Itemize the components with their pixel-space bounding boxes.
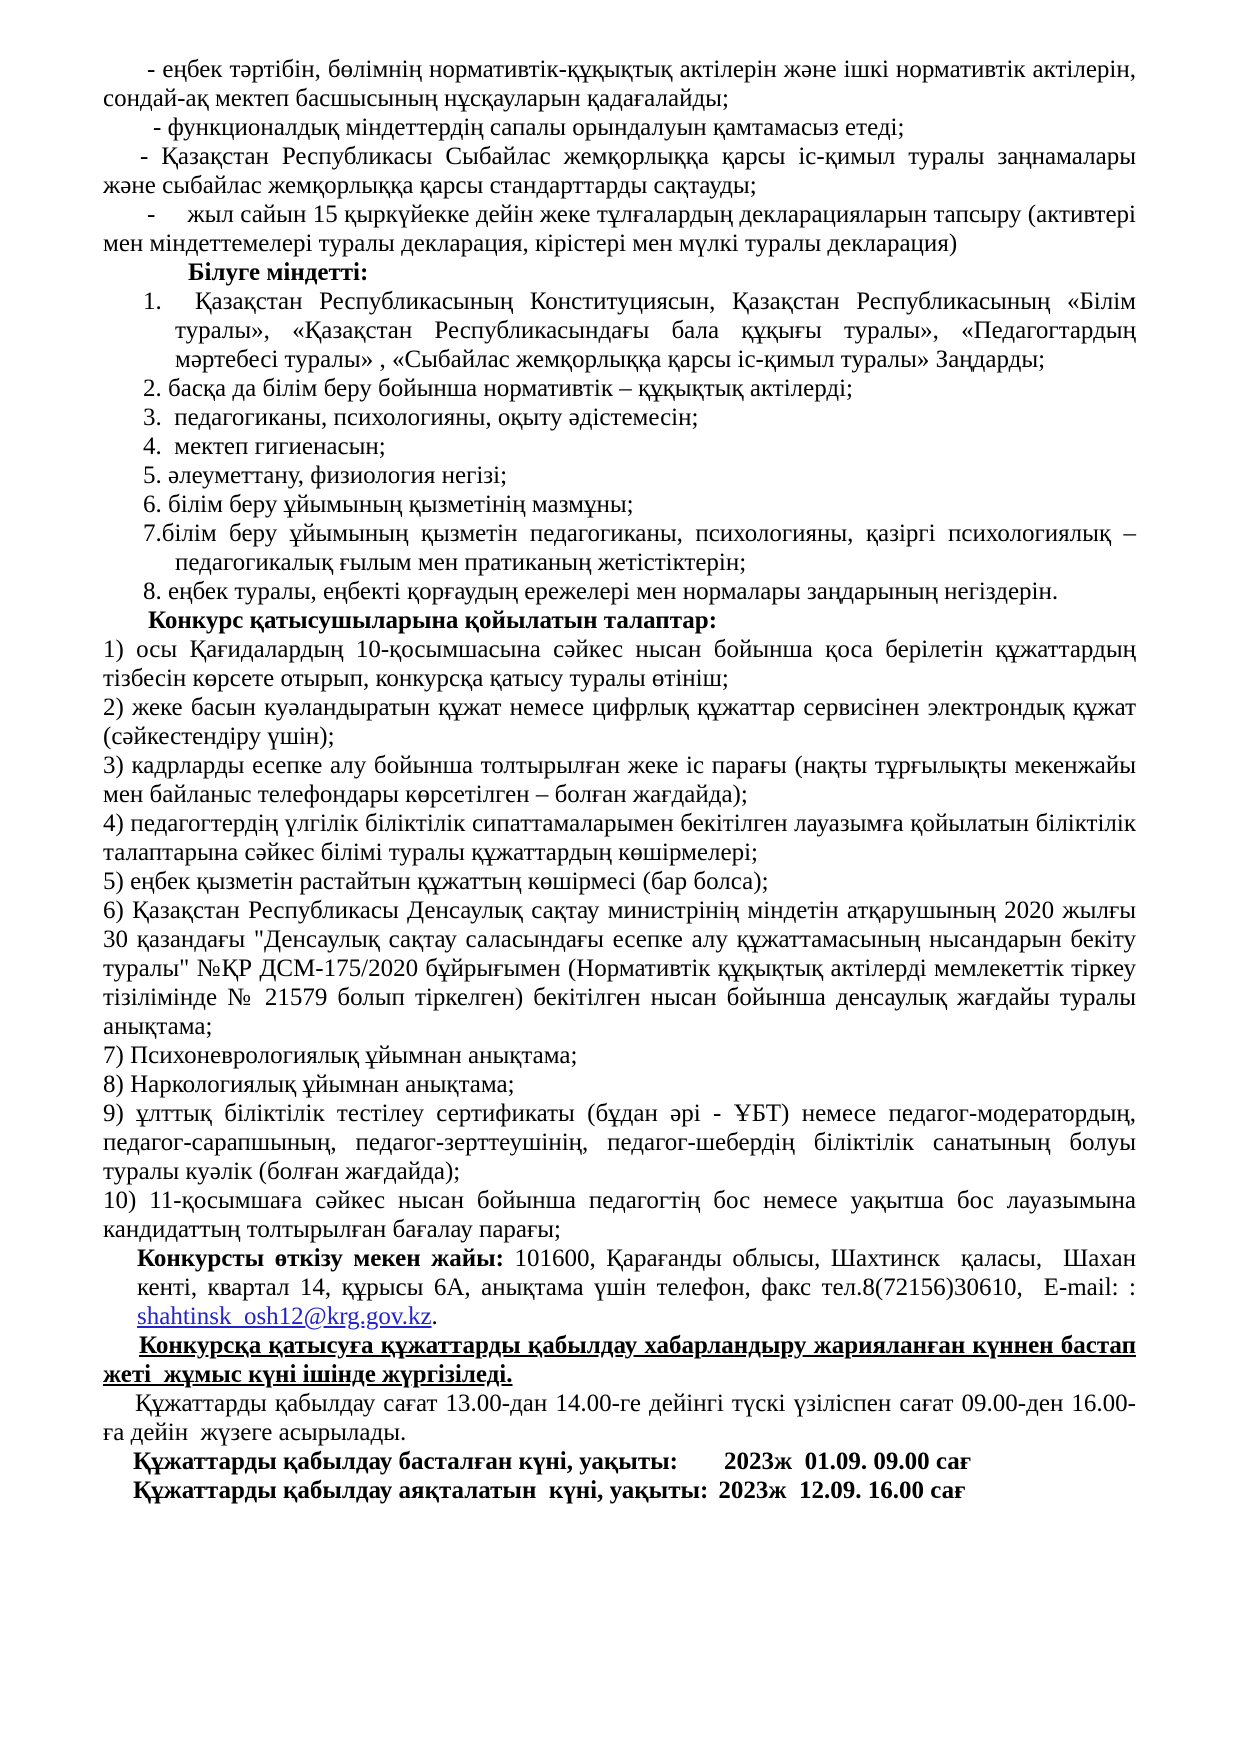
duty-item: - функционалдық міндеттердің сапалы орындалуын қамтамасыз етеді; <box>153 114 905 141</box>
requirement-item: 2) жеке басын куәландыратын құжат немесе цифрлық құжаттар сервисінен электрондық құжат (сәйкестендіру үшін); <box>103 694 1136 750</box>
know-item: 5. әлеуметтану, физиология негізі; <box>143 462 508 489</box>
requirement-item: 3) кадрларды есепке алу бойынша толтырылған жеке іс парағы (нақты тұрғылықты мекенжайы мен байланыс телефондары көрсетілген – болған жағдайда); <box>103 752 1136 808</box>
venue-label: Конкурсты өткізу мекен жайы: <box>137 1245 505 1272</box>
venue-period: . <box>431 1303 438 1330</box>
requirement-item: 9) ұлттық біліктілік тестілеу сертификаты (бұдан әрі - ҰБТ) немесе педагог-модератордың, педагог-сарапшының, педагог-зерттеушінің, педагог-шебердің біліктілік санатының болуы туралы куәлік (болған жағдайда); <box>103 1100 1136 1185</box>
duty-item: - жыл сайын 15 қыркүйекке дейін жеке тұлғалардың декларацияларын тапсыру (активтері мен міндеттемелері туралы декларация, кірістері мен мүлкі туралы декларация) <box>103 201 1136 257</box>
requirement-item: 4) педагогтердің үлгілік біліктілік сипаттамаларымен бекітілген лауазымға қойылатын біліктілік талаптарына сәйкес білімі туралы құжаттардың көшірмелері; <box>103 810 1136 866</box>
acceptance-end-line <box>103 1476 1136 1505</box>
requirement-item: 1) осы Қағидалардың 10-қосымшасына сәйкес нысан бойынша қоса берілетін құжаттардың тізбесін көрсете отырып, конкурсқа қатысу туралы өтініш; <box>103 636 1136 692</box>
deadline-notice: Конкурсқа қатысуға құжаттарды қабылдау хабарландыру жарияланған күннен бастап жеті жұмыс күні ішінде жүргізіледі. <box>103 1332 1136 1388</box>
know-item: 3. педагогиканы, психологияны, оқыту әдістемесін; <box>143 404 699 431</box>
acceptance-end-value: 2023ж 12.09. 16.00 сағ <box>718 1477 966 1504</box>
acceptance-start-label: Құжаттарды қабылдау басталған күні, уақыты: <box>133 1448 678 1475</box>
requirement-item: 6) Қазақстан Республикасы Денсаулық сақтау министрінің міндетін атқарушының 2020 жылғы 30 қазандағы "Денсаулық сақтау саласындағы есепке алу құжаттамасының нысандарын бекіту туралы" №ҚР ДСМ-175/2020 бұйрығымен (Нормативтік құқықтық актілерді мемлекеттік тіркеу тізілімінде № 21579 болып тіркелген) бекітілген нысан бойынша денсаулық жағдайы туралы анықтама; <box>103 897 1136 1040</box>
acceptance-start-value: 2023ж 01.09. 09.00 сағ <box>723 1448 972 1475</box>
email-link[interactable]: shahtinsk_osh12@krg.gov.kz <box>137 1303 432 1330</box>
venue-address: 101600, Қарағанды облысы, Шахтинск қаласы, Шахан кенті, квартал 14, құрысы 6А, анықтама үшін телефон, факс тел.8(72156)30610, E-mail: : <box>137 1245 1136 1301</box>
know-item: 2. басқа да білім беру бойынша нормативтік – құқықтық актілерді; <box>143 375 853 402</box>
requirements-heading: Конкурс қатысушыларына қойылатын талаптар: <box>148 607 718 634</box>
requirement-item: 7) Психоневрологиялық ұйымнан анықтама; <box>103 1042 578 1069</box>
duty-item: - Қазақстан Республикасы Сыбайлас жемқорлыққа қарсы іс-қимыл туралы заңнамалары және сыбайлас жемқорлыққа қарсы стандарттарды сақтауды; <box>103 143 1136 199</box>
know-item: 4. мектеп гигиенасын; <box>143 433 386 460</box>
requirement-item: 10) 11-қосымшаға сәйкес нысан бойынша педагогтің бос немесе уақытша бос лауазымына кандидаттың толтырылған бағалау парағы; <box>103 1187 1136 1243</box>
requirement-item: 5) еңбек қызметін растайтын құжаттың көшірмесі (бар болса); <box>103 868 769 895</box>
know-item: 8. еңбек туралы, еңбекті қорғаудың ережелері мен нормалары заңдарының негіздерін. <box>143 578 1059 605</box>
acceptance-end-label: Құжаттарды қабылдау аяқталатын күні, уақыты: <box>133 1477 709 1504</box>
requirement-item: 8) Наркологиялық ұйымнан анықтама; <box>103 1071 515 1098</box>
hours-paragraph: Құжаттарды қабылдау сағат 13.00-дан 14.00-ге дейінгі түскі үзіліспен сағат 09.00-ден 16.00-ға дейін жүзеге асырылады. <box>103 1390 1136 1446</box>
duty-item: - еңбек тәртібін, бөлімнің нормативтік-құқықтық актілерін және ішкі нормативтік актілерін, сондай-ақ мектеп басшысының нұсқауларын қадағалайды; <box>103 56 1136 112</box>
know-heading: Білуге міндетті: <box>188 259 369 286</box>
acceptance-start-line <box>103 1447 1136 1476</box>
venue-paragraph <box>137 1244 1136 1331</box>
know-item: 7.білім беру ұйымының қызметін педагогиканы, психологияны, қазіргі психологиялық – педагогикалық ғылым мен пратиканың жетістіктерін; <box>143 520 1136 576</box>
know-item: 1. Қазақстан Республикасының Конституциясын, Қазақстан Республикасының «Білім туралы», «Қазақстан Республикасындағы бала құқығы туралы», «Педагогтардың мәртебесі туралы» , «Сыбайлас жемқорлыққа қарсы іс-қимыл туралы» Заңдарды; <box>143 288 1136 373</box>
know-item: 6. білім беру ұйымының қызметінің мазмұны; <box>143 491 634 518</box>
